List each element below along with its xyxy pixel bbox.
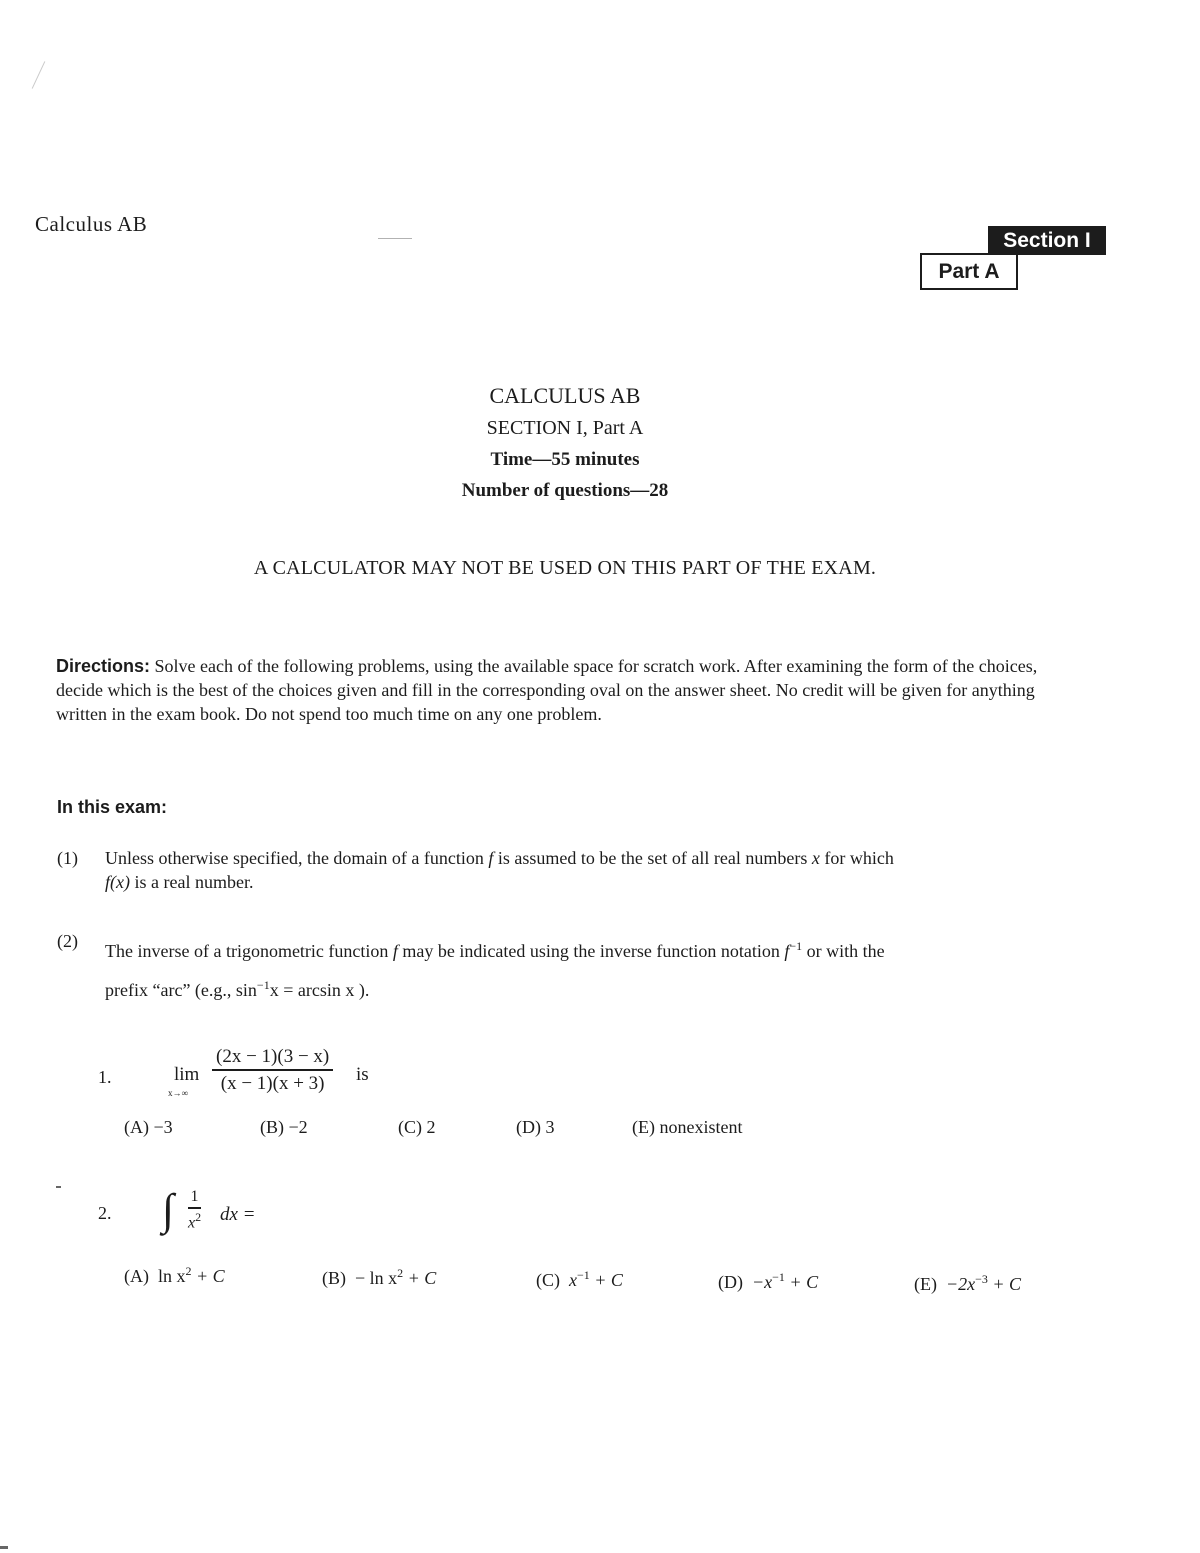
math-var: f (784, 941, 790, 961)
note-text (105, 846, 1085, 894)
fraction-bar (212, 1069, 333, 1071)
choice-value: ln x (158, 1266, 186, 1286)
math-var: x (811, 848, 820, 868)
question-number: 2. (98, 1203, 112, 1223)
section-badge: Section I (988, 226, 1106, 255)
choice-label: (A) (124, 1266, 149, 1286)
choice-value: −x (752, 1272, 773, 1292)
choice-label: (E) (632, 1117, 655, 1137)
directions-label: Directions: (56, 656, 151, 676)
running-title: Calculus AB (35, 212, 148, 236)
limit-subscript: x→∞ (168, 1088, 188, 1098)
choice-value: −2 (288, 1117, 308, 1137)
math-var: f (392, 941, 398, 961)
math-exponent: 2 (195, 1209, 202, 1224)
choice-label: (D) (718, 1272, 743, 1292)
directions-text: Solve each of the following problems, using the available space for scratch work. After examining the form of the choices, decide which is the best of the choices given and fill in the corresponding oval on the answer sheet. No credit will be given for anything written in the exam book. Do not spend too much time on any one problem. (56, 656, 1038, 724)
scan-speck (56, 1186, 61, 1188)
differential: dx = (220, 1204, 256, 1225)
scan-speck (0, 1546, 8, 1549)
calculator-note: A CALCULATOR MAY NOT BE USED ON THIS PART OF THE EXAM. (253, 557, 877, 579)
choice-value: nonexistent (659, 1117, 743, 1137)
choice-constant: + C (196, 1266, 225, 1286)
choice-constant: + C (407, 1268, 437, 1288)
answer-choice (398, 1117, 436, 1138)
section-subtitle: SECTION I, Part A (486, 417, 644, 439)
integral-sign: ∫ (162, 1185, 175, 1234)
note-text-part: for which (824, 848, 894, 868)
math-var: x (188, 1213, 196, 1231)
answer-choice (124, 1117, 173, 1138)
math-exponent: −1 (789, 939, 803, 953)
fraction (212, 1046, 333, 1095)
answer-choice (914, 1272, 1021, 1295)
choice-value: x (569, 1270, 577, 1290)
answer-choice (124, 1264, 225, 1287)
choice-value: 3 (545, 1117, 555, 1137)
choice-constant: + C (992, 1274, 1022, 1294)
note-text-part: Unless otherwise specified, the domain of a function (105, 848, 484, 868)
choice-label: (B) (322, 1268, 346, 1288)
fraction (188, 1188, 201, 1232)
math-var: f (488, 848, 494, 868)
note-text-part: or with the (806, 941, 885, 961)
note-text-part: is a real number. (134, 872, 254, 892)
numerator: (2x − 1)(3 − x) (216, 1046, 330, 1067)
math-exponent: −1 (772, 1270, 785, 1284)
note-number: (2) (57, 931, 78, 951)
limit-word: lim (174, 1064, 200, 1085)
note-number: (1) (57, 848, 78, 868)
choice-value: − ln x (355, 1268, 398, 1288)
note-text-part: x = arcsin x ). (269, 980, 370, 1000)
question-number: 1. (98, 1067, 112, 1087)
choice-value: 2 (426, 1117, 436, 1137)
exam-note (57, 929, 1097, 999)
answer-choice (260, 1117, 308, 1138)
answer-choice (536, 1268, 623, 1291)
time-limit: Time—55 minutes (490, 449, 640, 470)
answer-choice (516, 1117, 555, 1138)
exam-note (57, 846, 1097, 906)
numerator: 1 (190, 1188, 199, 1205)
choice-label: (A) (124, 1117, 149, 1137)
page-title: CALCULUS AB (489, 383, 641, 408)
math-exponent: −1 (577, 1268, 590, 1282)
answer-choice (322, 1266, 436, 1289)
choice-value: −3 (153, 1117, 173, 1137)
note-text-part: prefix “arc” (e.g., sin (105, 980, 257, 1000)
math-exponent: −3 (975, 1272, 988, 1286)
answer-choice (632, 1117, 742, 1138)
fraction-bar (188, 1207, 201, 1209)
math-expression: f(x) (105, 872, 130, 892)
exam-notes-heading: In this exam: (57, 797, 168, 817)
part-label: Part A (920, 253, 1018, 290)
choice-label: (C) (536, 1270, 560, 1290)
question-suffix: is (356, 1064, 369, 1085)
choice-label: (C) (398, 1117, 422, 1137)
math-exponent: 2 (185, 1264, 192, 1278)
math-exponent: 2 (397, 1266, 404, 1280)
denominator: (x − 1)(x + 3) (220, 1072, 325, 1094)
question-count: Number of questions—28 (461, 480, 669, 501)
choice-label: (B) (260, 1117, 284, 1137)
answer-choice (718, 1270, 818, 1293)
choice-label: (E) (914, 1274, 937, 1294)
note-text-part: may be indicated using the inverse function notation (402, 941, 780, 961)
math-exponent: −1 (256, 978, 270, 992)
scan-speck (32, 61, 46, 89)
choice-value: −2x (945, 1274, 976, 1294)
denominator (188, 1210, 201, 1232)
scan-speck (378, 238, 412, 239)
choice-label: (D) (516, 1117, 541, 1137)
directions (56, 654, 1066, 726)
choice-constant: + C (789, 1272, 819, 1292)
note-text-part: is assumed to be the set of all real numbers (497, 848, 808, 868)
note-text (105, 929, 1085, 1007)
note-text-part: The inverse of a trigonometric function (105, 941, 389, 961)
choice-constant: + C (594, 1270, 623, 1290)
